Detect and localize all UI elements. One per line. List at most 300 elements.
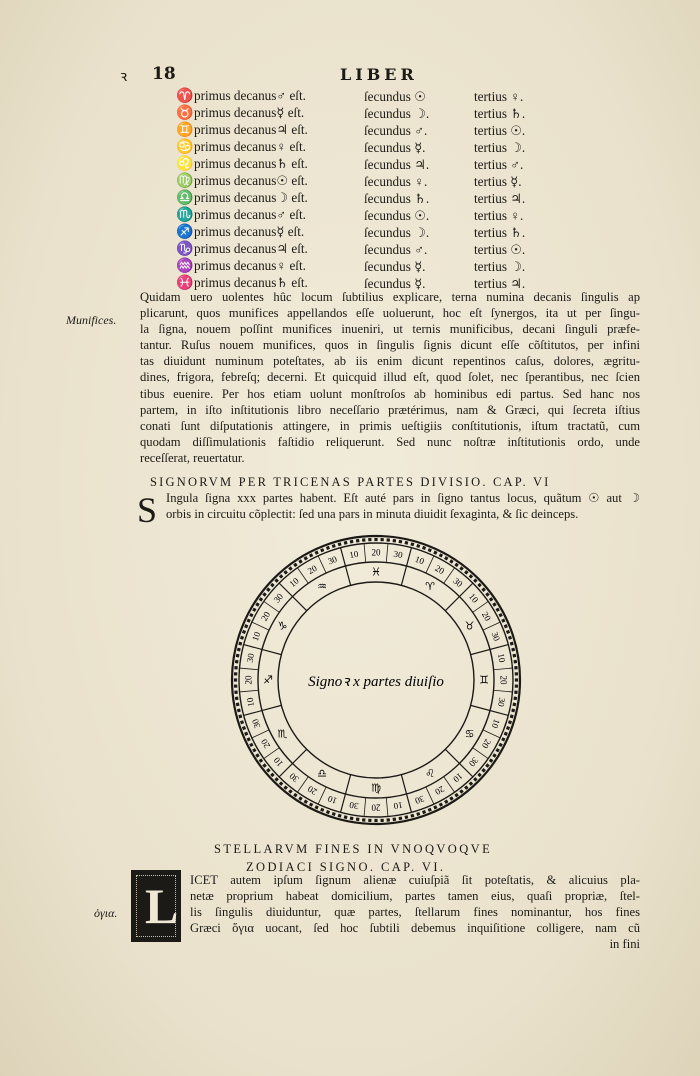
margin-note-ogia: ὁγια. [94, 906, 118, 920]
header-mark: ꝛ [120, 67, 128, 85]
decan-row [176, 207, 544, 224]
wheel-tick [489, 597, 493, 601]
degree-label: 30 [392, 548, 404, 561]
degree-label: 20 [305, 563, 319, 577]
wheel-tick [481, 587, 486, 592]
decan-second-end: . [425, 207, 430, 223]
planet-icon: ☉ [276, 173, 289, 188]
decan-first [176, 139, 364, 156]
zodiac-sign-icon: ♈ [176, 89, 194, 104]
wheel-tick [249, 613, 253, 617]
degree-divider [426, 787, 434, 804]
wheel-tick [513, 703, 517, 707]
wheel-tick [236, 703, 240, 707]
wheel-tick [255, 602, 259, 606]
zodiac-sign-icon: ♎ [317, 767, 327, 781]
wheel-tick [416, 544, 420, 548]
decan-second-label: ſecundus [364, 224, 411, 240]
degree-divider [252, 730, 269, 738]
degree-label: 30 [489, 630, 503, 643]
planet-icon: ☽ [276, 190, 289, 205]
zodiac-partes-diagram [228, 532, 524, 828]
wheel-tick [513, 654, 517, 658]
decan-second-label: ſecundus [364, 275, 411, 291]
decan-row [176, 241, 544, 258]
wheel-tick [234, 684, 237, 687]
decan-third-label: tertius [474, 275, 507, 291]
decan-first-label: primus decanus [194, 275, 277, 290]
wheel-tick [266, 587, 271, 592]
decan-third-label: tertius [474, 190, 507, 206]
planet-icon: ♃ [276, 241, 289, 256]
planet-icon: ☽ [414, 105, 426, 121]
wheel-tick [274, 777, 279, 782]
decan-second-label: ſecundus [364, 190, 411, 206]
wheel-tick [293, 563, 297, 567]
decan-third-label: tertius [474, 241, 507, 257]
wheel-tick [332, 544, 336, 548]
degree-label: 20 [259, 609, 273, 623]
decan-third-label: tertius [474, 173, 507, 189]
decan-first-label: primus decanus [194, 156, 277, 171]
degree-divider [483, 730, 500, 738]
decan-second-end: . [425, 224, 430, 240]
degree-label: 10 [413, 553, 426, 567]
wheel-tick [508, 636, 512, 640]
wheel-tick [511, 709, 515, 713]
decan-second [364, 241, 474, 258]
planet-icon: ☽ [414, 224, 426, 240]
decan-third-end: . [518, 173, 522, 189]
decan-third-label: tertius [474, 224, 507, 240]
planet-icon: ♂ [414, 122, 424, 138]
decan-second-label: ſecundus [364, 173, 411, 189]
decan-third [474, 258, 544, 275]
degree-divider [494, 690, 513, 692]
wheel-tick [473, 578, 478, 583]
decan-second [364, 105, 474, 122]
wheel-tick [262, 592, 266, 596]
decan-third [474, 105, 544, 122]
wheel-tick [405, 541, 409, 545]
planet-icon: ♃ [510, 275, 522, 291]
wheel-tick [356, 818, 360, 822]
wheel-tick [393, 539, 397, 543]
chapter-heading-fines-2: ZODIACI SIGNO. CAP. VI. [246, 860, 446, 874]
decan-first-label: primus decanus [194, 139, 277, 154]
wheel-tick [380, 538, 383, 541]
decan-first-end: eſt. [287, 105, 305, 120]
zodiac-sign-icon: ♑ [176, 242, 194, 257]
decan-third [474, 224, 544, 241]
paragraph-partes [166, 490, 640, 522]
degree-label: 20 [433, 563, 447, 577]
degree-label: 10 [271, 755, 286, 769]
decan-second-label: ſecundus [364, 207, 411, 223]
decan-third-label: tertius [474, 105, 507, 121]
planet-icon: ♀ [510, 88, 521, 104]
wheel-tick [235, 697, 239, 701]
wheel-tick [393, 818, 397, 822]
degree-label: 10 [392, 799, 404, 812]
chapter-heading-division: SIGNORVM PER TRICENAS PARTES DIVISIO. CAP. VI [150, 475, 551, 489]
initial-letter: L [145, 878, 179, 934]
degree-label: 20 [371, 547, 381, 558]
wheel-tick [249, 743, 253, 747]
zodiac-sign-icon: ♉ [176, 106, 194, 121]
decan-third-end: . [520, 207, 524, 223]
decan-second-label: ſecundus [364, 122, 411, 138]
chapter-heading-fines-1: STELLARVM FINES IN VNOQVOQVE [214, 842, 493, 856]
wheel-tick [309, 802, 313, 806]
wheel-tick [240, 636, 244, 640]
wheel-tick [238, 714, 242, 718]
wheel-tick [454, 563, 458, 567]
planet-icon: ♂ [276, 207, 287, 222]
text-line: partem, in iſto inſtitutionis libro neceſſario prætérimus, nam & Græci, qui ſecreta iſtius [140, 402, 640, 417]
decan-third [474, 139, 544, 156]
wheel-tick [498, 743, 502, 747]
wheel-tick [338, 814, 342, 818]
wheel-tick [344, 815, 348, 819]
decorated-initial-L [131, 870, 181, 942]
decan-second-end: . [425, 105, 430, 121]
degree-label: 20 [305, 783, 319, 797]
degree-label: 20 [243, 675, 254, 685]
text-line: orbis in circuitu cõplectit: ſed una pars in minuta diuidit ſexaginta, & ſic deinceps. [166, 507, 579, 522]
text-line: tantur. Ruſus nouem munifices, quos in ſingulis ſignis dicunt eſſe cõſtitutos, per infini [140, 338, 640, 353]
wheel-tick [495, 608, 499, 612]
planet-icon: ♄ [510, 224, 522, 240]
planet-icon: ♃ [414, 156, 426, 172]
decan-second-end: . [425, 190, 430, 206]
decan-second-end: . [422, 139, 426, 155]
decan-third-end: . [520, 156, 524, 172]
zodiac-sign-icon: ♓ [371, 565, 381, 579]
decan-second-label: ſecundus [364, 258, 411, 274]
wheel-tick [304, 556, 308, 560]
decan-second-end: . [422, 275, 426, 291]
wheel-tick [304, 799, 308, 803]
degree-label: 30 [287, 770, 301, 785]
planet-icon: ☉ [510, 122, 522, 138]
wheel-tick [332, 812, 336, 816]
planet-icon: ☿ [510, 173, 519, 189]
margin-note-munifices: Munifices. [66, 313, 117, 327]
wheel-tick [238, 642, 242, 646]
degree-divider [483, 622, 500, 630]
planet-icon: ☽ [510, 258, 522, 274]
decan-third-label: tertius [474, 122, 507, 138]
decan-third [474, 190, 544, 207]
wheel-tick [326, 810, 330, 814]
wheel-tick [255, 753, 259, 757]
decan-second [364, 173, 474, 190]
planet-icon: ♀ [276, 139, 287, 154]
zodiac-sign-icon: ♒ [317, 579, 327, 593]
degree-divider [240, 668, 259, 670]
wheel-tick [489, 758, 493, 762]
wheel-tick [234, 666, 237, 669]
wheel-tick [515, 678, 518, 681]
decan-third [474, 88, 544, 105]
decan-second-label: ſecundus [364, 88, 411, 104]
text-line: plicarunt, quos munifices appellandos eſſe uoluerunt, hoc eſt ſynergos, ita ut per ſingu- [140, 306, 640, 321]
text-line: ICET autem ipſum ſignum alienæ cuiuſpiã ſit poteſtatis, & alicuius pla- [190, 873, 640, 887]
planet-icon: ☽ [510, 139, 522, 155]
decan-third-end: . [521, 275, 526, 291]
decan-first [176, 122, 364, 139]
decan-first [176, 224, 364, 241]
zodiac-sign-icon: ♎ [176, 191, 194, 206]
wheel-tick [374, 538, 377, 541]
zodiac-sign-icon: ♌ [425, 767, 435, 781]
decan-first-end: eſt. [289, 139, 306, 154]
decan-first [176, 105, 364, 122]
wheel-tick [314, 805, 318, 809]
decan-row [176, 224, 544, 241]
degree-divider [494, 668, 513, 670]
zodiac-sign-icon: ♋ [176, 140, 194, 155]
degree-divider [386, 798, 388, 817]
degree-label: 30 [271, 591, 286, 605]
decan-first-end: eſt. [291, 173, 308, 188]
decan-second [364, 190, 474, 207]
wheel-tick [234, 691, 237, 694]
degree-label: 10 [466, 591, 481, 605]
decan-third [474, 156, 544, 173]
wheel-tick [368, 538, 371, 541]
wheel-tick [314, 551, 318, 555]
wheel-tick [428, 808, 432, 812]
wheel-tick [492, 602, 496, 606]
decan-third [474, 122, 544, 139]
planet-icon: ☿ [276, 105, 285, 120]
degree-label: 20 [479, 737, 493, 751]
wheel-tick [288, 566, 292, 570]
wheel-tick [237, 709, 241, 713]
wheel-tick [266, 768, 271, 773]
degree-divider [426, 556, 434, 573]
wheel-tick [481, 768, 486, 773]
text-line: Quidam uero uolentes hûc locum ſubtilius explicare, terna numina decanis ſingulis ap [140, 290, 640, 304]
degree-label: 30 [348, 799, 360, 812]
wheel-tick [399, 540, 403, 544]
wheel-tick [247, 618, 251, 622]
wheel-tick [449, 559, 453, 563]
wheel-tick [344, 541, 348, 545]
decan-third-end: . [520, 88, 524, 104]
planet-icon: ♀ [414, 173, 424, 189]
degree-label: 20 [433, 783, 447, 797]
decan-third-label: tertius [474, 139, 507, 155]
decan-row [176, 139, 544, 156]
zodiac-wheel [232, 536, 520, 824]
degree-divider [364, 544, 366, 563]
decan-first [176, 88, 364, 105]
decan-third-label: tertius [474, 207, 507, 223]
wheel-tick [374, 819, 377, 822]
wheel-tick [368, 819, 371, 822]
degree-divider [240, 690, 259, 692]
zodiac-sign-icon: ♉ [464, 619, 475, 633]
wheel-tick [283, 785, 288, 790]
degree-label: 10 [249, 630, 263, 643]
decan-third-end: . [521, 190, 526, 206]
decan-second [364, 88, 474, 105]
planet-icon: ♀ [510, 207, 521, 223]
decan-first-label: primus decanus [194, 105, 277, 120]
wheel-tick [433, 805, 437, 809]
decan-second-end: . [423, 241, 428, 257]
wheel-tick [459, 789, 463, 793]
degree-label: 20 [498, 675, 509, 685]
wheel-tick [514, 666, 517, 669]
wheel-tick [514, 691, 517, 694]
decan-first-label: primus decanus [194, 122, 277, 137]
degree-label: 10 [451, 770, 465, 785]
zodiac-sign-icon: ♒ [176, 259, 194, 274]
wheel-tick [252, 608, 256, 612]
degree-label: 10 [326, 793, 339, 807]
zodiac-sign-icon: ♌ [176, 157, 194, 172]
wheel-tick [234, 672, 237, 675]
wheel-tick [262, 763, 266, 767]
decan-first-label: primus decanus [194, 258, 277, 273]
decan-second [364, 156, 474, 173]
wheel-tick [236, 654, 240, 658]
decan-second [364, 207, 474, 224]
degree-divider [252, 622, 269, 630]
decan-third-end: . [521, 241, 526, 257]
page-number: 18 [152, 64, 176, 84]
wheel-tick [362, 538, 365, 541]
decan-second-end: . [425, 156, 430, 172]
text-line: tibus euenire. Per hos etiam uolunt monſtroſos ab hominibus edi partus. Sed hanc nos [140, 386, 640, 401]
wheel-tick [320, 808, 324, 812]
decan-row [176, 156, 544, 173]
planet-icon: ♃ [510, 190, 522, 206]
wheel-tick [428, 548, 432, 552]
decan-third-label: tertius [474, 258, 507, 274]
decan-first-end: eſt. [291, 241, 308, 256]
wheel-tick [515, 672, 518, 675]
wheel-tick [477, 773, 482, 778]
running-title: LIBER [340, 65, 418, 84]
decan-second [364, 122, 474, 139]
wheel-tick [504, 732, 508, 736]
zodiac-sign-icon: ♏ [277, 727, 288, 741]
wheel-tick [309, 553, 313, 557]
decan-first-end: eſt. [287, 224, 305, 239]
wheel-tick [485, 763, 489, 767]
wheel-tick [399, 817, 403, 821]
wheel-tick [433, 551, 437, 555]
degree-label: 30 [495, 696, 508, 708]
planet-icon: ♃ [276, 122, 289, 137]
decan-third-end: . [521, 258, 526, 274]
wheel-tick [464, 785, 469, 790]
planet-icon: ☿ [414, 139, 423, 155]
decan-first-end: eſt. [291, 275, 308, 290]
decan-second-label: ſecundus [364, 139, 411, 155]
degree-label: 30 [249, 717, 263, 730]
wheel-tick [244, 624, 248, 628]
text-line: netæ proprium habeat domicilium, partes tamen eius, quaſi propriæ, ſtel- [190, 889, 640, 904]
wheel-tick [416, 812, 420, 816]
zodiac-sign-icon: ♊ [176, 123, 194, 138]
wheel-tick [498, 613, 502, 617]
zodiac-sign-icon: ♏ [176, 208, 194, 223]
wheel-tick [422, 546, 426, 550]
wheel-tick [514, 660, 518, 664]
zodiac-sign-icon: ♊ [479, 673, 489, 687]
wheel-tick [485, 592, 489, 596]
wheel-tick [288, 789, 292, 793]
decan-second-end: . [423, 122, 428, 138]
planet-icon: ♂ [276, 88, 287, 103]
degree-label: 30 [244, 652, 257, 664]
wheel-tick [464, 570, 469, 575]
decans-table [176, 88, 544, 292]
decan-first [176, 258, 364, 275]
decan-third-label: tertius [474, 88, 507, 104]
planet-icon: ☉ [414, 207, 426, 223]
decan-first [176, 241, 364, 258]
wheel-tick [259, 597, 263, 601]
degree-label: 30 [413, 793, 426, 807]
wheel-tick [356, 539, 360, 543]
planet-icon: ♂ [510, 156, 521, 172]
zodiac-sign-icon: ♍ [176, 174, 194, 189]
zodiac-sign-icon: ♍ [371, 781, 381, 795]
decan-second-end: . [422, 258, 426, 274]
wheel-tick [439, 802, 443, 806]
zodiac-sign-icon: ♐ [176, 225, 194, 240]
planet-icon: ☿ [414, 275, 423, 291]
wheel-tick [410, 814, 414, 818]
wheel-tick [293, 793, 297, 797]
degree-label: 30 [451, 575, 465, 590]
planet-icon: ☿ [414, 258, 423, 274]
decan-first-end: eſt. [289, 88, 306, 103]
wheel-tick [242, 630, 246, 634]
wheel-tick [279, 574, 284, 579]
decan-first-end: eſt. [289, 258, 306, 273]
wheel-tick [298, 796, 302, 800]
wheel-tick [242, 726, 246, 730]
zodiac-sign-icon: ♋ [464, 727, 475, 741]
wheel-tick [510, 714, 514, 718]
wheel-tick [422, 810, 426, 814]
wheel-tick [501, 618, 505, 622]
planet-icon: ☿ [276, 224, 285, 239]
decan-second-label: ſecundus [364, 241, 411, 257]
wheel-tick [247, 737, 251, 741]
wheel-tick [439, 553, 443, 557]
wheel-tick [326, 546, 330, 550]
wheel-tick [405, 815, 409, 819]
wheel-tick [506, 630, 510, 634]
wheel-tick [283, 570, 288, 575]
decan-third-end: . [521, 105, 526, 121]
decan-third [474, 173, 544, 190]
wheel-tick [274, 578, 279, 583]
text-line: tas diuidunt numinum poteſtates, ab iis enim dicunt repentinos caſus, dolores, ægritu- [140, 354, 640, 369]
degree-label: 30 [466, 755, 481, 769]
wheel-tick [362, 818, 365, 821]
degree-label: 20 [371, 802, 381, 813]
